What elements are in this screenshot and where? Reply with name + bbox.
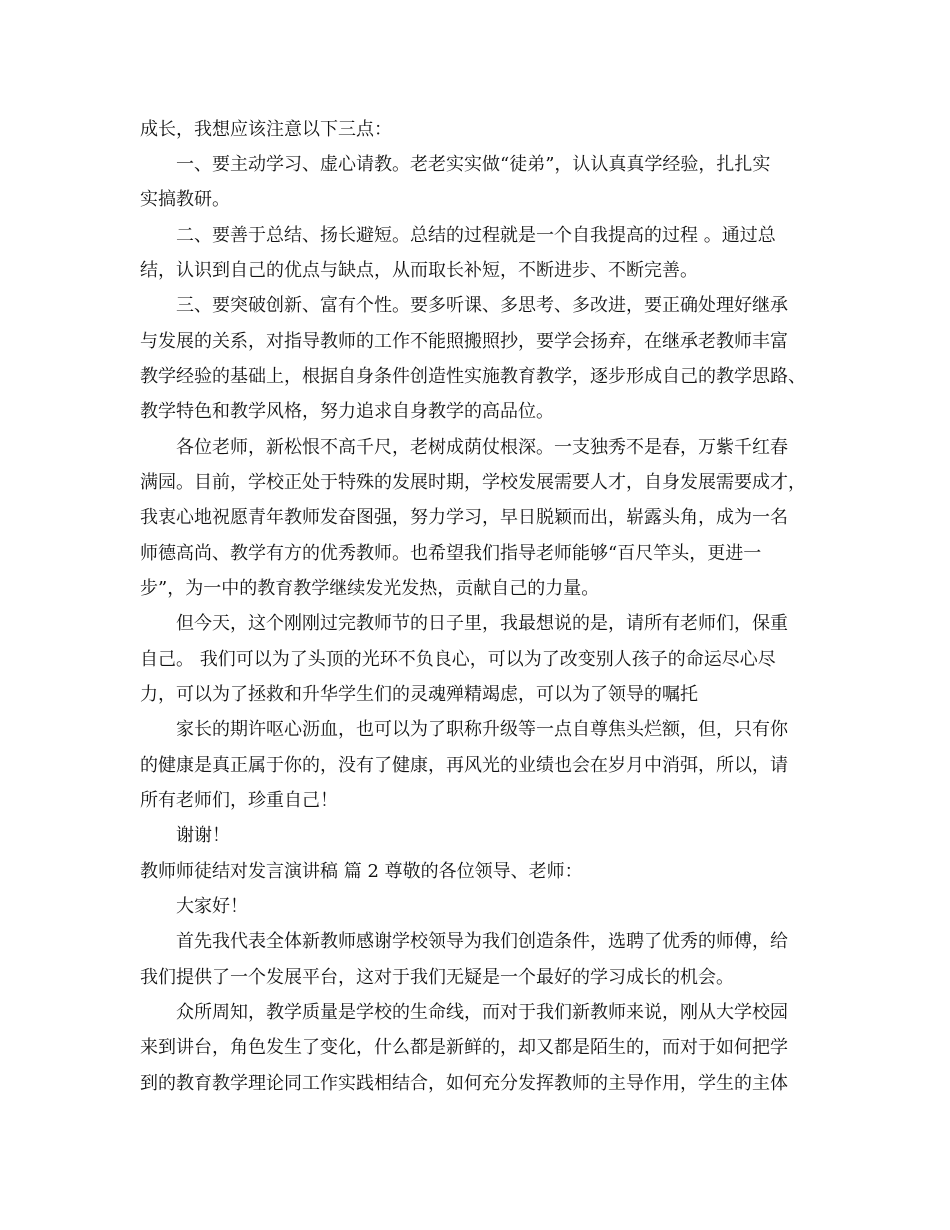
text-line: 我衷心地祝愿青年教师发奋图强，努力学习，早日脱颖而出，崭露头角，成为一名 <box>140 507 788 528</box>
text-line: 众所周知，教学质量是学校的生命线，而对于我们新教师来说，刚从大学校园 <box>176 1002 788 1023</box>
text-line: 结，认识到自己的优点与缺点，从而取长补短，不断进步、不断完善。 <box>140 260 698 281</box>
text-line: 但今天，这个刚刚过完教师节的日子里，我最想说的是，请所有老师们，保重 <box>176 613 788 634</box>
text-line: 的健康是真正属于你的，没有了健康，再风光的业绩也会在岁月中消弭，所以，请 <box>140 755 788 776</box>
text-line: 各位老师，新松恨不高千尺，老树成荫仗根深。一支独秀不是春，万紫千红春 <box>176 437 788 458</box>
text-line: 大家好！ <box>176 896 248 917</box>
text-line: 谢谢！ <box>176 825 230 846</box>
text-line: 首先我代表全体新教师感谢学校领导为我们创造条件，选聘了优秀的师傅，给 <box>176 931 788 952</box>
text-line: 成长，我想应该注意以下三点： <box>140 119 392 140</box>
section-heading: 教师师徒结对发言演讲稿 篇 2 尊敬的各位领导、老师： <box>140 861 583 882</box>
text-line: 来到讲台，角色发生了变化，什么都是新鲜的，却又都是陌生的，而对于如何把学 <box>140 1037 788 1058</box>
text-line: 我们提供了一个发展平台，这对于我们无疑是一个最好的学习成长的机会。 <box>140 967 734 988</box>
text-line: 自己。 我们可以为了头顶的光环不负良心，可以为了改变别人孩子的命运尽心尽 <box>140 649 776 670</box>
text-line: 家长的期许呕心沥血，也可以为了职称升级等一点自尊焦头烂额，但，只有你 <box>176 719 788 740</box>
text-line: 到的教育教学理论同工作实践相结合，如何充分发挥教师的主导作用，学生的主体 <box>140 1073 788 1094</box>
text-line: 三、要突破创新、富有个性。要多听课、多思考、多改进，要正确处理好继承 <box>176 295 788 316</box>
text-line: 所有老师们，珍重自己！ <box>140 790 338 811</box>
text-line: 实搞教研。 <box>140 189 230 210</box>
text-line: 满园。目前，学校正处于特殊的发展时期，学校发展需要人才，自身发展需要成才， <box>140 472 806 493</box>
text-line: 力，可以为了拯救和升华学生们的灵魂殚精竭虑，可以为了领导的嘱托 <box>140 684 698 705</box>
text-line: 教学经验的基础上，根据自身条件创造性实施教育教学，逐步形成自己的教学思路、 <box>140 366 806 387</box>
text-line: 步”，为一中的教育教学继续发光发热，贡献自己的力量。 <box>140 578 600 599</box>
text-line: 教学特色和教学风格，努力追求自身教学的高品位。 <box>140 401 554 422</box>
text-line: 与发展的关系，对指导教师的工作不能照搬照抄，要学会扬弃，在继承老教师丰富 <box>140 331 788 352</box>
text-line: 一、要主动学习、虚心请教。老老实实做“徒弟”，认认真真学经验，扎扎实 <box>176 154 771 175</box>
text-line: 师德高尚、教学有方的优秀教师。也希望我们指导老师能够“百尺竿头，更进一 <box>140 543 762 564</box>
text-line: 二、要善于总结、扬长避短。总结的过程就是一个自我提高的过程 。通过总 <box>176 225 776 246</box>
